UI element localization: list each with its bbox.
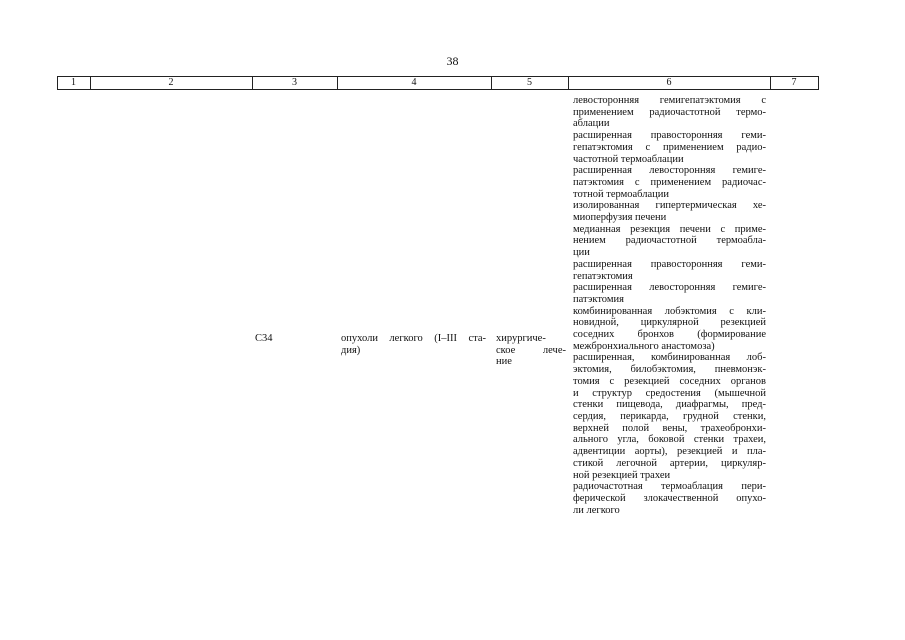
column-number: 6	[666, 77, 672, 88]
diagnosis-line: дия)	[341, 344, 361, 356]
treatment-method-line: ли легкого	[573, 504, 620, 516]
column-number: 2	[168, 77, 174, 88]
treatment-method	[573, 259, 766, 282]
treatment-method	[573, 224, 766, 259]
treatment-method-line: радиочастотная термоаблация пери-	[573, 481, 766, 493]
treatment-method-line: патэктомия с применением радиочас-	[573, 176, 766, 188]
treatment-method-line: миоперфузия печени	[573, 212, 667, 224]
treatment-method-line: расширенная левосторонняя гемиге-	[573, 165, 766, 177]
treatment-line: ское лече-	[496, 344, 566, 356]
treatment-method-line: расширенная правосторонняя геми-	[573, 130, 766, 142]
treatment-method	[573, 165, 766, 200]
treatment-method-line: межбронхиального анастомоза)	[573, 340, 715, 352]
treatment-method-line: аблации	[573, 118, 610, 130]
treatment-method-line: расширенная левосторонняя гемиге-	[573, 282, 766, 294]
treatment-method-line: ферической злокачественной опухо-	[573, 492, 766, 504]
treatment-method-line: расширенная правосторонняя геми-	[573, 258, 766, 270]
treatment-method-line: ной резекцией трахеи	[573, 469, 671, 481]
treatment-method	[573, 130, 766, 165]
treatment-method-line: ального угла, боковой стенки трахеи,	[573, 434, 766, 446]
treatment-method-line: комбинированная лобэктомия с кли-	[573, 305, 766, 317]
treatment-method	[573, 200, 766, 223]
treatment-method-line: новидной, циркулярной резекцией	[573, 317, 766, 329]
treatment-method-line: медианная резекция печени с приме-	[573, 223, 766, 235]
treatment-method	[573, 352, 766, 481]
diagnosis-line: опухоли легкого (I–III ста-	[341, 333, 486, 344]
treatment-methods-list	[573, 95, 766, 516]
treatment-method-line: тотной термоаблации	[573, 188, 669, 200]
treatment-method-line: гепатэктомия	[573, 270, 633, 282]
column-number: 5	[527, 77, 532, 88]
treatment-line: ние	[496, 356, 512, 368]
treatment-line: хирургиче-	[496, 333, 546, 344]
treatment-method-line: сердия, перикарда, грудной стенки,	[573, 410, 766, 422]
treatment-type	[496, 333, 566, 368]
treatment-method-line: эктомия, билобэктомия, пневмонэк-	[573, 364, 766, 376]
treatment-method-line: частотной термоаблации	[573, 153, 684, 165]
treatment-method	[573, 306, 766, 353]
treatment-method-line: левосторонняя гемигепатэктомия с	[573, 95, 766, 106]
diagnosis-name	[341, 333, 486, 356]
column-number: 7	[791, 77, 797, 88]
treatment-method	[573, 95, 766, 130]
treatment-method-line: изолированная гипертермическая хе-	[573, 200, 766, 212]
treatment-method-line: расширенная, комбинированная лоб-	[573, 352, 766, 364]
header-bottom-border	[57, 89, 819, 90]
page-number: 38	[446, 54, 459, 68]
treatment-method-line: стенки пищевода, диафрагмы, пред-	[573, 399, 766, 411]
treatment-method-line: соседних бронхов (формирование	[573, 329, 766, 341]
treatment-method-line: применением радиочастотной термо-	[573, 106, 766, 118]
treatment-method-line: адвентиции аорты), резекцией и пла-	[573, 446, 766, 458]
column-number: 3	[292, 77, 297, 88]
treatment-method-line: ции	[573, 247, 590, 259]
treatment-method	[573, 282, 766, 305]
treatment-method-line: верхней полой вены, трахеобронхи-	[573, 422, 766, 434]
treatment-method-line: нением радиочастотной термоабла-	[573, 235, 766, 247]
column-number: 4	[411, 77, 417, 88]
treatment-method-line: патэктомия	[573, 293, 624, 305]
treatment-method-line: томия с резекцией соседних органов	[573, 375, 766, 387]
treatment-method-line: и структур средостения (мышечной	[573, 387, 766, 399]
treatment-method	[573, 481, 766, 516]
treatment-method-line: гепатэктомия с применением радио-	[573, 141, 766, 153]
column-number: 1	[71, 77, 76, 88]
treatment-method-line: стикой легочной артерии, циркуляр-	[573, 457, 766, 469]
column-divider	[818, 77, 819, 89]
diagnosis-code: C34	[255, 333, 273, 344]
